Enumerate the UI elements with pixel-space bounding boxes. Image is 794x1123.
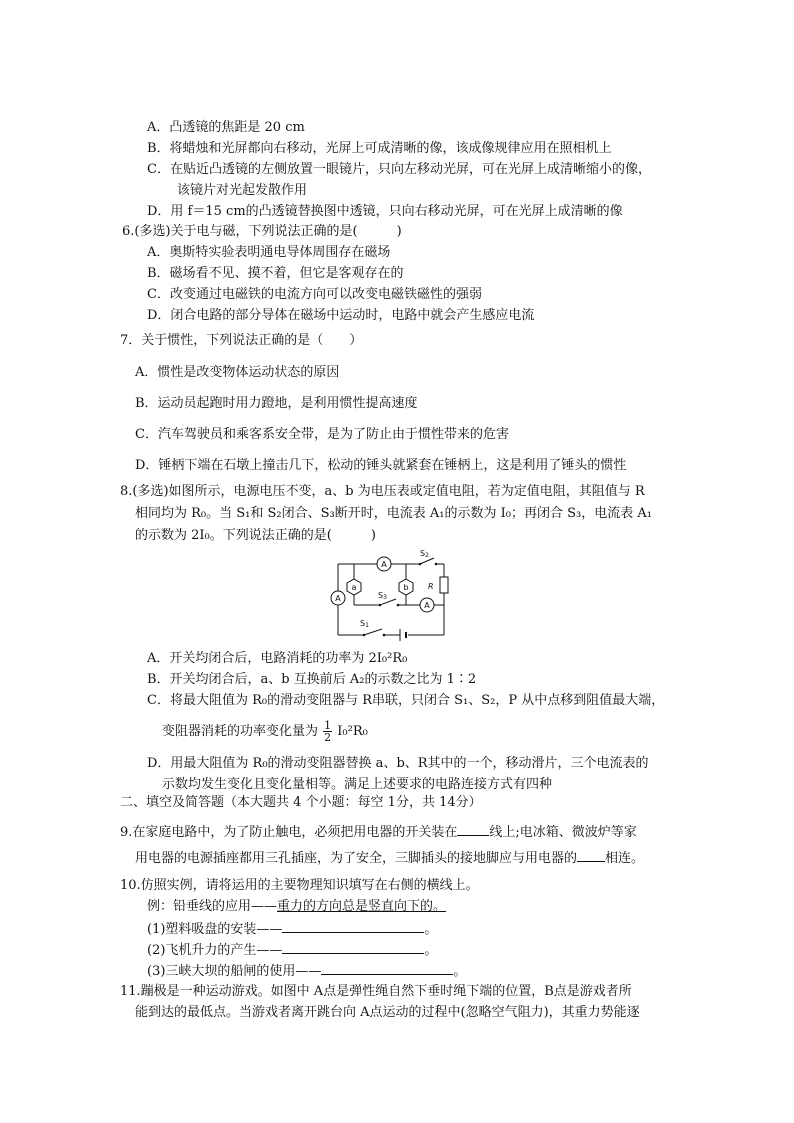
q6-option-c: C．改变通过电磁铁的电流方向可以改变电磁铁磁性的强弱: [147, 287, 482, 302]
q8-option-d-cont: 示数均发生变化且变化量相等。满足上述要求的电路连接方式有四种: [162, 777, 553, 792]
answer-blank[interactable]: [457, 823, 489, 836]
q8-option-c-text: 变阻器消耗的功率变化量为: [162, 724, 319, 739]
element-b-icon: [399, 579, 413, 595]
svg-text:S2: S2: [420, 549, 429, 559]
q9-line2: 用电器的电源插座都用三孔插座，为了安全，三脚插头的接地脚应与用电器的 相连。: [135, 851, 645, 866]
switch-s3-icon: [378, 591, 399, 609]
ammeter-a1-icon: [331, 591, 345, 605]
svg-text:b: b: [403, 583, 409, 592]
q11-line1: 11.蹦极是一种运动游戏。如图中 A点是弹性绳自然下垂时绳下端的位置，B点是游戏者所: [120, 984, 632, 999]
ammeter-a2-icon: [420, 598, 434, 612]
q5-option-c: C．在贴近凸透镜的左侧放置一眼镜片，只向左移动光屏，可在光屏上成清晰缩小的像，: [147, 162, 651, 177]
q10-example: 例：铅垂线的应用——重力的方向总是竖直向下的。: [147, 899, 447, 914]
q8-stem-line2: 相同均为 R₀。当 S₁和 S₂闭合、S₃断开时，电流表 A₁的示数为 I₀；再闭合 S₃，电流表 A₁: [135, 506, 652, 521]
q6-option-a: A．奥斯特实验表明通电导体周围存在磁场: [147, 245, 391, 260]
q6-option-b: B．磁场看不见、摸不着，但它是客观存在的: [147, 266, 404, 281]
q8-option-a: A．开关均闭合后，电路消耗的功率为 2I₀²R₀: [147, 651, 408, 666]
section-heading: 二、填空及简答题（本大题共 4 个小题：每空 1分，共 14分）: [120, 795, 482, 810]
svg-text:A: A: [335, 594, 341, 603]
resistor-r-icon: [428, 577, 448, 593]
q7-option-d: D．锤柄下端在石墩上撞击几下，松动的锤头就紧套在锤柄上，这是利用了锤头的惯性: [135, 458, 627, 473]
svg-text:S3: S3: [378, 591, 387, 601]
q8-option-c: C．将最大阻值为 R₀的滑动变阻器与 R串联，只闭合 S₁、S₂，P 从中点移到阻值最大端，: [147, 693, 665, 708]
q5-option-b: B．将蜡烛和光屏都向右移动，光屏上可成清晰的像，该成像规律应用在照相机上: [147, 141, 612, 156]
q7-stem: 7．关于惯性，下列说法正确的是（ ）: [120, 333, 363, 348]
svg-text:R: R: [428, 582, 434, 591]
q11-line2: 能到达的最低点。当游戏者离开跳台向 A点运动的过程中(忽略空气阻力)，其重力势能逐: [135, 1005, 640, 1020]
q7-option-c: C．汽车驾驶员和乘客系安全带，是为了防止由于惯性带来的危害: [135, 427, 509, 442]
ammeter-top-icon: [377, 557, 391, 571]
answer-blank[interactable]: [282, 920, 424, 933]
element-a-icon: [347, 579, 361, 595]
example-answer: 重力的方向总是竖直向下的。: [277, 899, 447, 914]
q7-option-a: A．惯性是改变物体运动状态的原因: [135, 365, 340, 380]
svg-text:A: A: [381, 560, 387, 569]
q8-stem-line3: 的示数为 2I₀。下列说法正确的是( ): [135, 528, 376, 543]
q5-option-c-cont: 该镜片对光起发散作用: [177, 183, 308, 198]
q10-item-3: (3)三峡大坝的船闸的使用—— 。: [147, 964, 467, 979]
q9-line1: 9.在家庭电路中，为了防止触电，必须把用电器的开关装在 线上;电冰箱、微波炉等家: [120, 825, 637, 840]
q7-option-b: B．运动员起跑时用力蹬地，是利用惯性提高速度: [135, 396, 418, 411]
q10-stem: 10.仿照实例，请将运用的主要物理知识填写在右侧的横线上。: [120, 878, 479, 893]
svg-text:S1: S1: [360, 619, 369, 629]
q8-option-b: B．开关均闭合后，a、b 互换前后 A₂的示数之比为 1∶2: [147, 672, 477, 687]
svg-text:A: A: [424, 601, 430, 610]
circuit-diagram: [320, 545, 460, 645]
q8-option-c-cont: [162, 719, 368, 745]
fraction-half: $\frac{1}{2}$: [324, 719, 332, 744]
q6-stem: 6.(多选)关于电与磁，下列说法正确的是( ): [122, 224, 402, 239]
q6-option-d: D．闭合电路的部分导体在磁场中运动时，电路中就会产生感应电流: [147, 308, 535, 323]
switch-s2-icon: [419, 549, 438, 568]
answer-blank[interactable]: [577, 849, 605, 862]
q8-option-d: D．用最大阻值为 R₀的滑动变阻器替换 a、b、R其中的一个，移动滑片，三个电流表的: [147, 756, 649, 771]
switch-s1-icon: [360, 619, 385, 639]
answer-blank[interactable]: [321, 962, 453, 975]
q5-option-d: D．用 f＝15 cm的凸透镜替换图中透镜，只向右移动光屏，可在光屏上成清晰的像: [147, 204, 623, 219]
answer-blank[interactable]: [282, 941, 424, 954]
q5-option-a: A．凸透镜的焦距是 20 cm: [147, 120, 305, 135]
q10-item-1: (1)塑料吸盘的安装—— 。: [147, 922, 438, 937]
battery-icon: [400, 629, 406, 641]
q10-item-2: (2)飞机升力的产生—— 。: [147, 943, 438, 958]
q8-stem-line1: 8.(多选)如图所示，电源电压不变，a、b 为电压表或定值电阻，若为定值电阻，其阻值与 R: [120, 484, 645, 499]
q8-option-c-formula: I₀²R₀: [337, 724, 368, 739]
svg-text:a: a: [351, 583, 357, 592]
